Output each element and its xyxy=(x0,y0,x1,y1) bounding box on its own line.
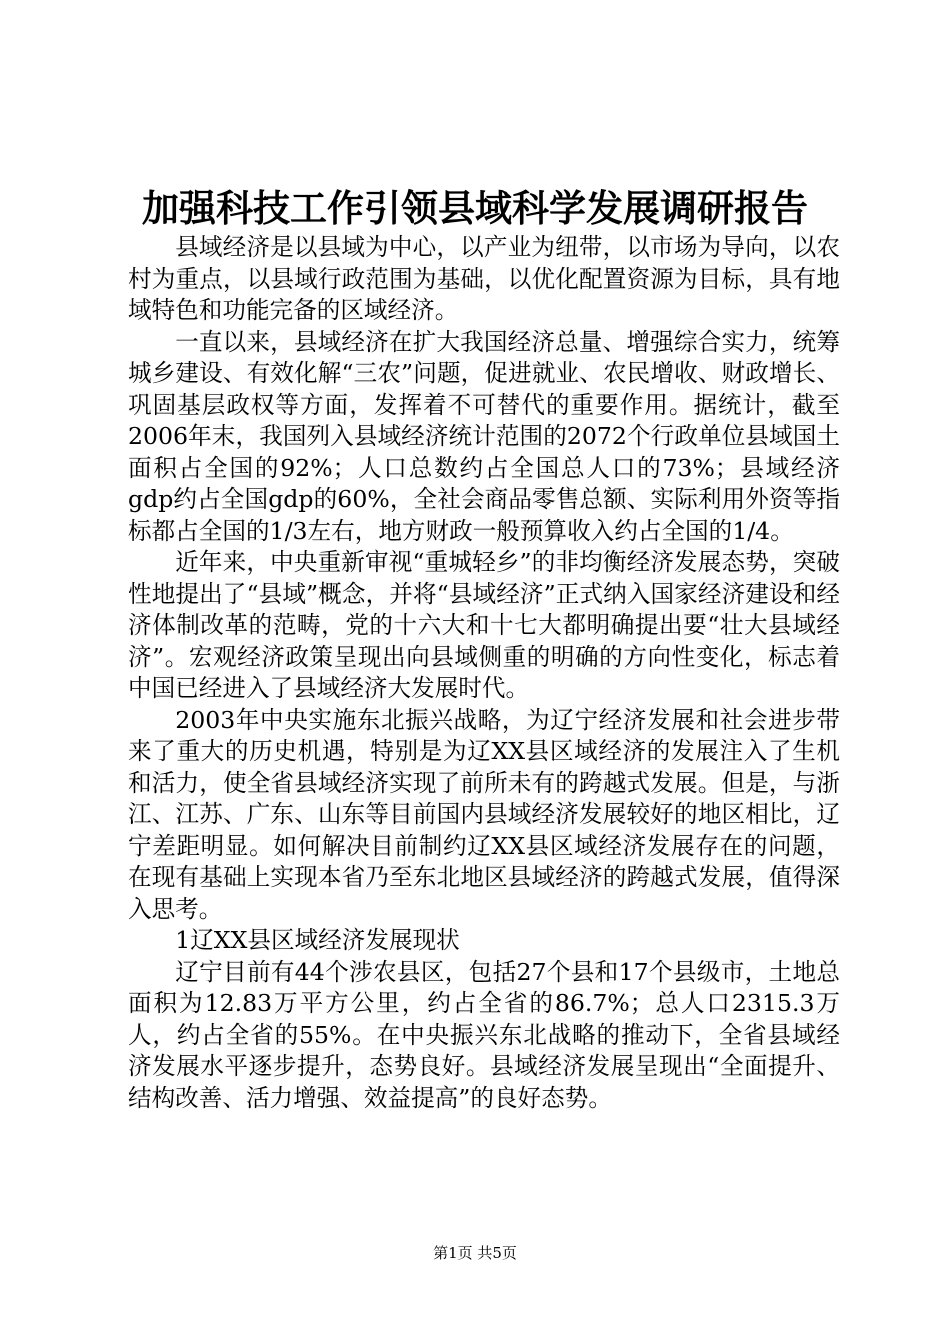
paragraph: 近年来，中央重新审视“重城轻乡”的非均衡经济发展态势，突破性地提出了“县域”概念，并将“县域经济”正式纳入国家经济建设和经济体制改革的范畴，党的十六大和十七大都明确提出要“壮大县域经济”。宏观经济政策呈现出向县域侧重的明确的方向性变化，标志着中国已经进入了县域经济大发展时代。 xyxy=(128,548,840,702)
document-body xyxy=(128,232,840,1114)
paragraph: 辽宁目前有44个涉农县区，包括27个县和17个县级市，土地总面积为12.83万平方公里，约占全省的86.7%；总人口2315.3万人，约占全省的55%。在中央振兴东北战略的推动下，全省县域经济发展水平逐步提升，态势良好。县域经济发展呈现出“全面提升、结构改善、活力增强、效益提高”的良好态势。 xyxy=(128,957,840,1112)
paragraph: 县域经济是以县域为中心，以产业为纽带，以市场为导向，以农村为重点，以县域行政范围为基础，以优化配置资源为目标，具有地域特色和功能完备的区域经济。 xyxy=(128,233,840,324)
section-heading: 1辽XX县区域经济发展现状 xyxy=(175,926,460,954)
document-title: 加强科技工作引领县域科学发展调研报告 xyxy=(142,186,808,230)
paragraph: 2003年中央实施东北振兴战略，为辽宁经济发展和社会进步带来了重大的历史机遇，特别是为辽XX县区域经济的发展注入了生机和活力，使全省县域经济实现了前所未有的跨越式发展。但是，与浙江、江苏、广东、山东等目前国内县域经济发展较好的地区相比，辽宁差距明显。如何解决目前制约辽XX县区域经济发展存在的问题，在现有基础上实现本省乃至东北地区县域经济的跨越式发展，值得深入思考。 xyxy=(128,705,840,923)
page-footer: 第1页 共5页 xyxy=(433,1244,517,1262)
paragraph: 一直以来，县域经济在扩大我国经济总量、增强综合实力，统筹城乡建设、有效化解“三农”问题，促进就业、农民增收、财政增长、巩固基层政权等方面，发挥着不可替代的重要作用。据统计，截至2006年末，我国列入县域经济统计范围的2072个行政单位县域国土面积占全国的92%；人口总数约占全国总人口的73%；县域经济gdp约占全国gdp的60%，全社会商品零售总额、实际利用外资等指标都占全国的1/3左右，地方财政一般预算收入约占全国的1/4。 xyxy=(128,327,840,545)
